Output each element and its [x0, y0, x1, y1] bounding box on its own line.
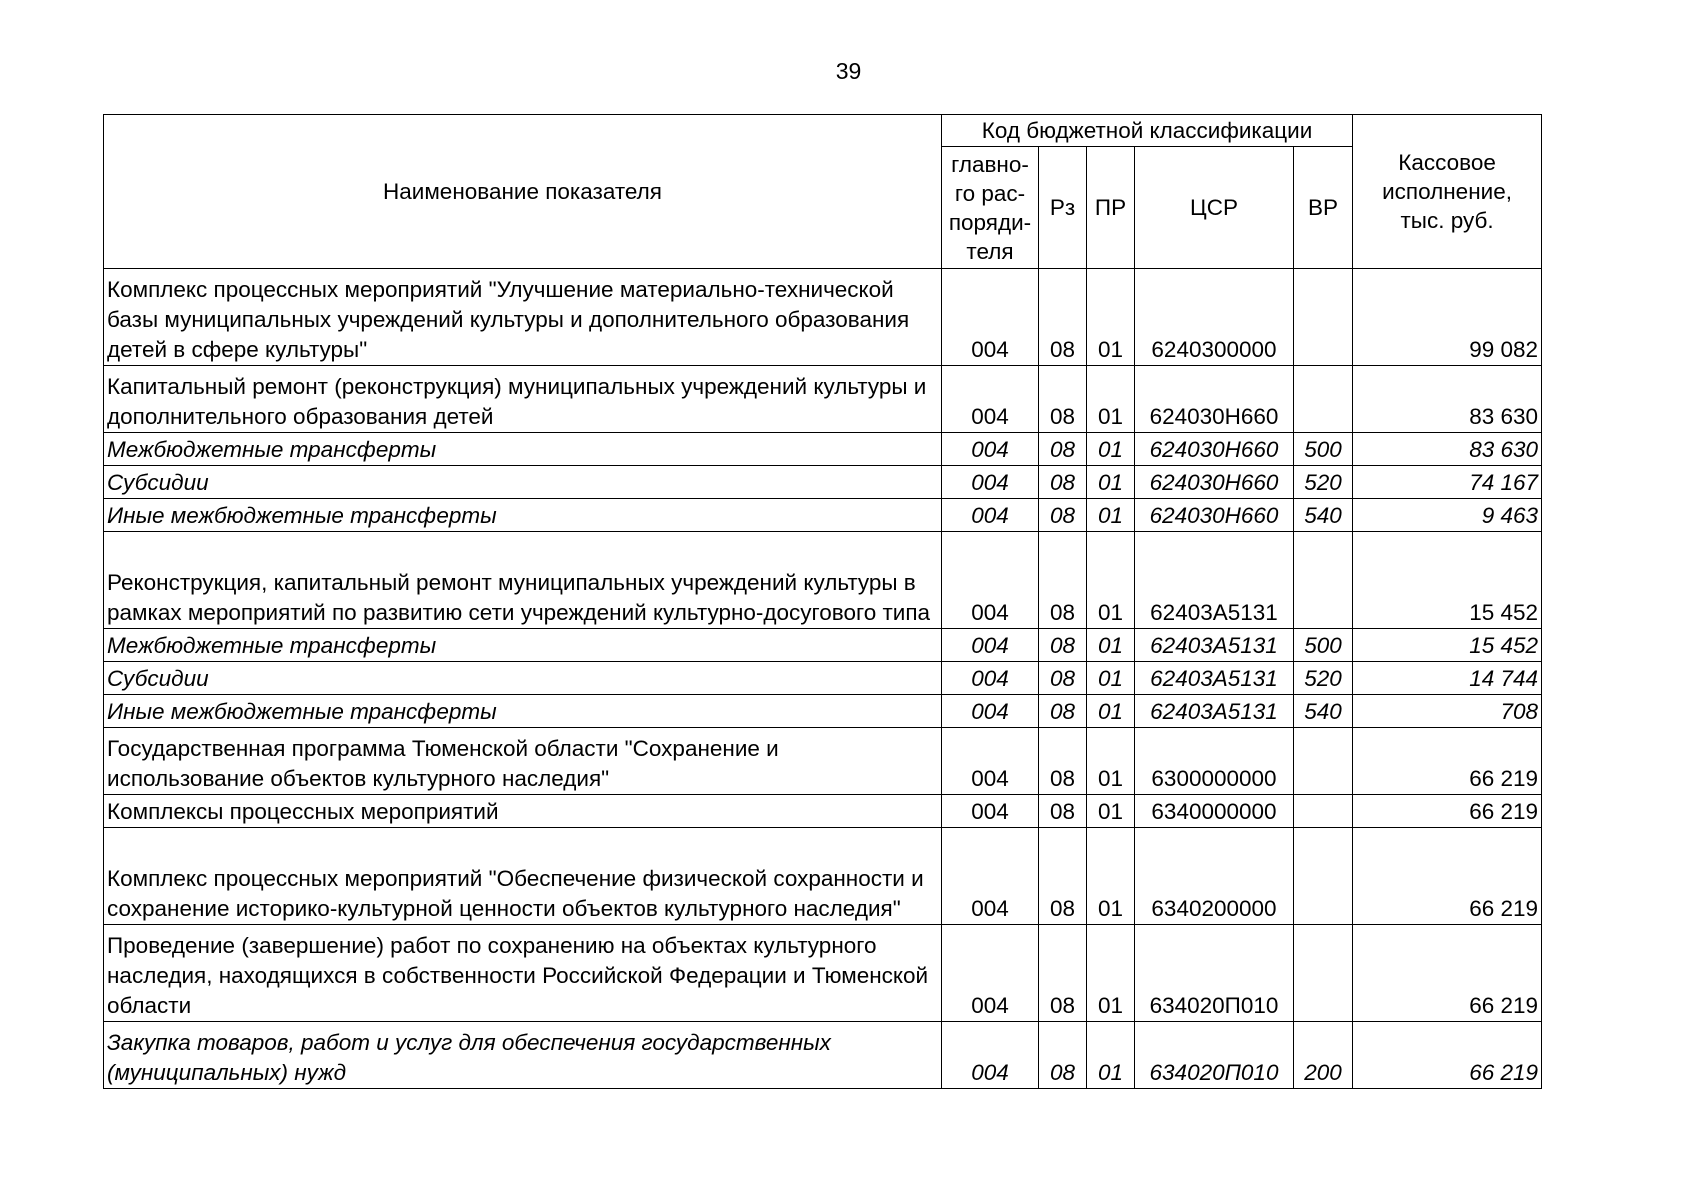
row-amount-cell: 74 167	[1353, 466, 1542, 499]
table-row	[104, 629, 1542, 662]
header-amount-column	[1353, 115, 1542, 269]
row-admin-cell: 004	[942, 532, 1039, 629]
row-csr-cell: 6340000000	[1135, 795, 1294, 828]
row-amount-cell: 708	[1353, 695, 1542, 728]
header-admin-column	[942, 147, 1039, 269]
row-amount-cell: 83 630	[1353, 366, 1542, 433]
table-row	[104, 695, 1542, 728]
header-name-column: Наименование показателя	[104, 115, 942, 269]
row-vr-cell: 500	[1294, 629, 1353, 662]
header-amount-line-2: исполнение,	[1382, 179, 1512, 204]
row-vr-cell	[1294, 269, 1353, 366]
row-vr-cell: 500	[1294, 433, 1353, 466]
row-pr-cell: 01	[1087, 499, 1135, 532]
row-vr-cell	[1294, 532, 1353, 629]
table-row	[104, 466, 1542, 499]
header-amount-line-1: Кассовое	[1398, 150, 1496, 175]
row-admin-cell: 004	[942, 269, 1039, 366]
row-amount-cell: 66 219	[1353, 828, 1542, 925]
row-vr-cell	[1294, 828, 1353, 925]
row-name-cell: Капитальный ремонт (реконструкция) муниципальных учреждений культуры и дополнительного образования детей	[104, 366, 942, 433]
row-pr-cell: 01	[1087, 662, 1135, 695]
table-body	[104, 269, 1542, 1089]
row-pr-cell: 01	[1087, 466, 1135, 499]
row-vr-cell: 540	[1294, 695, 1353, 728]
row-admin-cell: 004	[942, 695, 1039, 728]
row-csr-cell: 6340200000	[1135, 828, 1294, 925]
row-amount-cell: 15 452	[1353, 629, 1542, 662]
row-rz-cell: 08	[1039, 1022, 1087, 1089]
row-pr-cell: 01	[1087, 366, 1135, 433]
row-vr-cell	[1294, 728, 1353, 795]
page-number: 39	[835, 58, 862, 84]
row-amount-cell: 9 463	[1353, 499, 1542, 532]
row-amount-cell: 66 219	[1353, 925, 1542, 1022]
row-vr-cell	[1294, 366, 1353, 433]
row-rz-cell: 08	[1039, 828, 1087, 925]
header-rz-column: Рз	[1039, 147, 1087, 269]
table-header	[104, 115, 1542, 269]
row-name-cell: Комплекс процессных мероприятий "Обеспечение физической сохранности и сохранение историко-культурной ценности объектов культурного наследия"	[104, 828, 942, 925]
header-vr-column: ВР	[1294, 147, 1353, 269]
row-vr-cell: 200	[1294, 1022, 1353, 1089]
row-csr-cell: 6300000000	[1135, 728, 1294, 795]
row-csr-cell: 62403А5131	[1135, 662, 1294, 695]
table-row	[104, 532, 1542, 629]
row-rz-cell: 08	[1039, 629, 1087, 662]
table-row	[104, 828, 1542, 925]
row-name-cell: Закупка товаров, работ и услуг для обеспечения государственных (муниципальных) нужд	[104, 1022, 942, 1089]
row-pr-cell: 01	[1087, 532, 1135, 629]
row-name-cell: Государственная программа Тюменской области "Сохранение и использование объектов культурного наследия"	[104, 728, 942, 795]
row-csr-cell: 624030Н660	[1135, 433, 1294, 466]
table-row	[104, 662, 1542, 695]
row-admin-cell: 004	[942, 728, 1039, 795]
row-vr-cell: 520	[1294, 466, 1353, 499]
row-name-cell: Межбюджетные трансферты	[104, 433, 942, 466]
row-amount-cell: 66 219	[1353, 1022, 1542, 1089]
row-admin-cell: 004	[942, 629, 1039, 662]
row-pr-cell: 01	[1087, 1022, 1135, 1089]
row-amount-cell: 83 630	[1353, 433, 1542, 466]
row-pr-cell: 01	[1087, 629, 1135, 662]
row-pr-cell: 01	[1087, 728, 1135, 795]
row-vr-cell: 540	[1294, 499, 1353, 532]
row-name-cell: Иные межбюджетные трансферты	[104, 499, 942, 532]
row-pr-cell: 01	[1087, 269, 1135, 366]
row-admin-cell: 004	[942, 795, 1039, 828]
table-row	[104, 925, 1542, 1022]
row-csr-cell: 634020П010	[1135, 925, 1294, 1022]
row-vr-cell	[1294, 925, 1353, 1022]
row-csr-cell: 62403А5131	[1135, 629, 1294, 662]
row-csr-cell: 624030Н660	[1135, 366, 1294, 433]
row-rz-cell: 08	[1039, 728, 1087, 795]
header-admin-line-4: теля	[966, 238, 1014, 264]
row-rz-cell: 08	[1039, 433, 1087, 466]
table-row	[104, 269, 1542, 366]
row-pr-cell: 01	[1087, 828, 1135, 925]
table-row	[104, 433, 1542, 466]
header-admin-line-3: поряди-	[948, 209, 1032, 235]
row-amount-cell: 99 082	[1353, 269, 1542, 366]
row-name-cell: Субсидии	[104, 466, 942, 499]
row-name-cell: Межбюджетные трансферты	[104, 629, 942, 662]
row-pr-cell: 01	[1087, 433, 1135, 466]
row-name-cell: Комплексы процессных мероприятий	[104, 795, 942, 828]
row-rz-cell: 08	[1039, 499, 1087, 532]
row-rz-cell: 08	[1039, 532, 1087, 629]
row-name-cell: Проведение (завершение) работ по сохранению на объектах культурного наследия, находящихся в собственности Российской Федерации и Тюменской области	[104, 925, 942, 1022]
row-admin-cell: 004	[942, 662, 1039, 695]
header-classification-group: Код бюджетной классификации	[942, 115, 1353, 147]
row-amount-cell: 15 452	[1353, 532, 1542, 629]
row-amount-cell: 14 744	[1353, 662, 1542, 695]
row-pr-cell: 01	[1087, 925, 1135, 1022]
row-pr-cell: 01	[1087, 795, 1135, 828]
row-rz-cell: 08	[1039, 695, 1087, 728]
row-rz-cell: 08	[1039, 925, 1087, 1022]
row-amount-cell: 66 219	[1353, 728, 1542, 795]
header-admin-line-2: го рас-	[954, 180, 1026, 206]
row-rz-cell: 08	[1039, 795, 1087, 828]
row-vr-cell	[1294, 795, 1353, 828]
table-row	[104, 795, 1542, 828]
budget-table	[103, 114, 1542, 1089]
row-csr-cell: 624030Н660	[1135, 466, 1294, 499]
row-admin-cell: 004	[942, 1022, 1039, 1089]
row-rz-cell: 08	[1039, 662, 1087, 695]
row-admin-cell: 004	[942, 828, 1039, 925]
row-name-cell: Иные межбюджетные трансферты	[104, 695, 942, 728]
row-pr-cell: 01	[1087, 695, 1135, 728]
row-name-cell: Субсидии	[104, 662, 942, 695]
row-name-cell: Реконструкция, капитальный ремонт муниципальных учреждений культуры в рамках мероприятий по развитию сети учреждений культурно-досугового типа	[104, 532, 942, 629]
row-admin-cell: 004	[942, 925, 1039, 1022]
row-rz-cell: 08	[1039, 269, 1087, 366]
row-admin-cell: 004	[942, 433, 1039, 466]
header-amount-line-3: тыс. руб.	[1400, 208, 1494, 233]
row-csr-cell: 634020П010	[1135, 1022, 1294, 1089]
row-csr-cell: 624030Н660	[1135, 499, 1294, 532]
row-admin-cell: 004	[942, 366, 1039, 433]
header-admin-line-1: главно-	[951, 151, 1029, 177]
header-csr-column: ЦСР	[1135, 147, 1294, 269]
row-rz-cell: 08	[1039, 366, 1087, 433]
row-vr-cell: 520	[1294, 662, 1353, 695]
row-amount-cell: 66 219	[1353, 795, 1542, 828]
row-admin-cell: 004	[942, 466, 1039, 499]
row-csr-cell: 6240300000	[1135, 269, 1294, 366]
row-csr-cell: 62403А5131	[1135, 695, 1294, 728]
row-admin-cell: 004	[942, 499, 1039, 532]
row-rz-cell: 08	[1039, 466, 1087, 499]
table-row	[104, 728, 1542, 795]
table-row	[104, 1022, 1542, 1089]
table-row	[104, 366, 1542, 433]
header-pr-column: ПР	[1087, 147, 1135, 269]
row-name-cell: Комплекс процессных мероприятий "Улучшение материально-технической базы муниципальных учреждений культуры и дополнительного образования детей в сфере культуры"	[104, 269, 942, 366]
row-csr-cell: 62403А5131	[1135, 532, 1294, 629]
table-row	[104, 499, 1542, 532]
